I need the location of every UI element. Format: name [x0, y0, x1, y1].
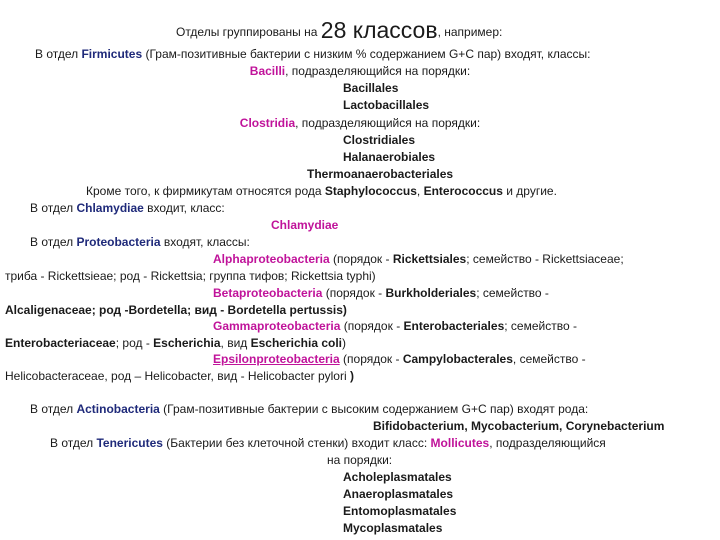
epsilon-line — [213, 351, 586, 367]
class-betaproteobacteria: Betaproteobacteria — [213, 286, 323, 300]
text: Кроме того, к фирмикутам относятся рода — [86, 184, 325, 198]
class-count: 28 классов — [320, 17, 438, 43]
text: (Грам-позитивные бактерии с низким % содержанием G+C пар) входят, классы: — [142, 47, 591, 61]
intro-text: Отделы группированы на — [176, 25, 321, 39]
epsilon-taxonomy-continued — [5, 368, 354, 384]
beta-taxonomy-continued: Alcaligenaceae; род -Bordetella; вид - Bordetella pertussis) — [5, 303, 347, 317]
order-bacillales: Bacillales — [343, 81, 399, 95]
genus-staphylococcus: Staphylococcus — [324, 184, 417, 198]
class-mollicutes: Mollicutes — [430, 436, 490, 450]
order-entomoplasmatales: Entomoplasmatales — [343, 504, 457, 518]
text: (порядок - — [340, 319, 404, 333]
text: (порядок - — [322, 286, 386, 300]
text: , — [416, 184, 424, 198]
order-clostridiales: Clostridiales — [343, 133, 416, 147]
text: В отдел — [30, 402, 77, 416]
text: , подразделяющийся на порядки: — [285, 64, 471, 78]
order-burkholderiales: Burkholderiales — [385, 286, 477, 300]
text: , подразделяющийся на порядки: — [295, 116, 481, 130]
actinobacteria-line — [30, 401, 588, 417]
order-anaeroplasmatales: Anaeroplasmatales — [343, 487, 454, 501]
order-rickettsiales: Rickettsiales — [392, 252, 467, 266]
orders-intro: на порядки: — [327, 453, 393, 467]
text: , семейство - — [512, 352, 586, 366]
proteobacteria-line — [30, 234, 250, 250]
division-firmicutes: Firmicutes — [81, 47, 143, 61]
clostridia-line — [0, 115, 720, 131]
text: и другие. — [502, 184, 557, 198]
text: ; семейство - — [476, 286, 549, 300]
division-actinobacteria: Actinobacteria — [76, 402, 160, 416]
text: В отдел — [35, 47, 82, 61]
order-mycoplasmatales: Mycoplasmatales — [343, 521, 443, 535]
text: ; семейство - — [504, 319, 577, 333]
firmicutes-line — [35, 46, 591, 62]
actinobacteria-genera: Bifidobacterium, Mycobacterium, Corynebacterium — [373, 419, 665, 433]
text: , вид — [220, 336, 251, 350]
alpha-line — [213, 251, 624, 267]
genus-enterococcus: Enterococcus — [423, 184, 503, 198]
intro-line — [176, 17, 503, 43]
class-chlamydiae: Chlamydiae — [271, 218, 339, 232]
text: , подразделяющийся — [489, 436, 606, 450]
text: Helicobacteraceae, род – Helicobacter, вид - Helicobacter pylori — [5, 369, 350, 383]
text: входит, класс: — [143, 201, 225, 215]
class-bacilli: Bacilli — [249, 64, 286, 78]
class-gammaproteobacteria: Gammaproteobacteria — [213, 319, 341, 333]
order-thermoanaerobacteriales: Thermoanaerobacteriales — [307, 167, 454, 181]
family-enterobacteriaceae: Enterobacteriaceae — [5, 336, 116, 350]
genus-escherichia: Escherichia — [153, 336, 221, 350]
division-tenericutes: Tenericutes — [96, 436, 163, 450]
order-halanaerobiales: Halanaerobiales — [343, 150, 436, 164]
order-campylobacterales: Campylobacterales — [402, 352, 513, 366]
text: В отдел — [50, 436, 97, 450]
order-enterobacteriales: Enterobacteriales — [403, 319, 505, 333]
text: ) — [342, 336, 347, 350]
text: ) — [349, 369, 354, 383]
beta-line — [213, 285, 549, 301]
text: (Бактерии без клеточной стенки) входит класс: — [162, 436, 431, 450]
text: входят, классы: — [160, 235, 250, 249]
gamma-line — [213, 318, 577, 334]
order-lactobacillales: Lactobacillales — [343, 98, 430, 112]
text: В отдел — [30, 235, 77, 249]
division-chlamydiae: Chlamydiae — [76, 201, 144, 215]
class-alphaproteobacteria: Alphaproteobacteria — [213, 252, 330, 266]
tenericutes-line — [50, 435, 606, 451]
class-clostridia: Clostridia — [239, 116, 296, 130]
class-epsilonproteobacteria: Epsilonproteobacteria — [213, 352, 340, 366]
species-escherichia-coli: Escherichia coli — [250, 336, 343, 350]
division-proteobacteria: Proteobacteria — [76, 235, 161, 249]
text: ; семейство - Rickettsiaceae; — [466, 252, 624, 266]
alpha-taxonomy-continued: триба - Rickettsieae; род - Rickettsia; группа тифов; Rickettsia typhi) — [5, 269, 376, 283]
text: (порядок - — [329, 252, 393, 266]
bacilli-line — [0, 63, 720, 79]
chlamydiae-line — [30, 200, 225, 216]
text: (порядок - — [339, 352, 403, 366]
gamma-taxonomy-continued — [5, 335, 346, 351]
text: ; род - — [115, 336, 154, 350]
firmicutes-genera-line — [86, 183, 557, 199]
order-acholeplasmatales: Acholeplasmatales — [343, 470, 452, 484]
text: (Грам-позитивные бактерии с высоким содержанием G+C пар) входят рода: — [159, 402, 589, 416]
text: В отдел — [30, 201, 77, 215]
intro-end: , например: — [437, 25, 503, 39]
